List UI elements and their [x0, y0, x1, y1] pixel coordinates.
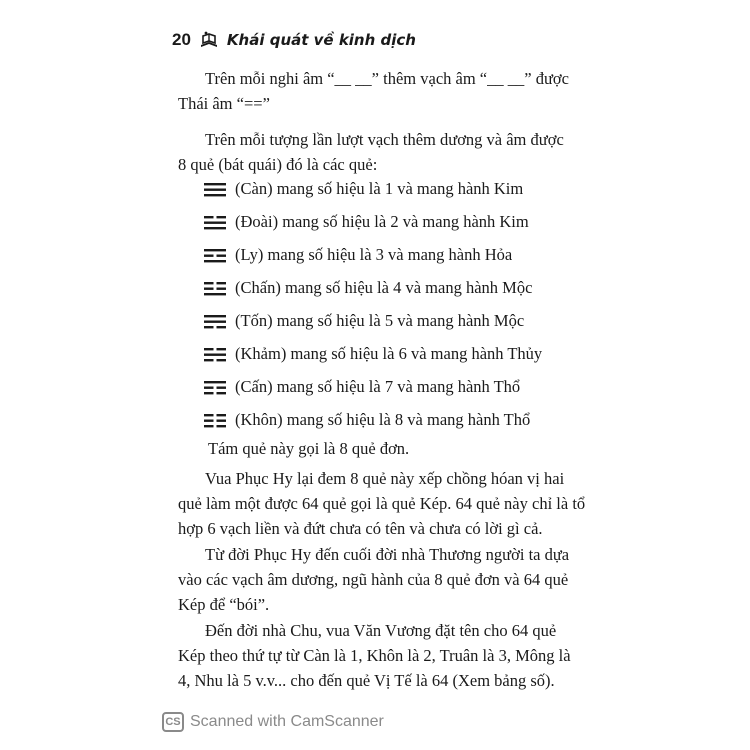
paragraph-line: 8 quẻ (bát quái) đó là các quẻ:: [178, 155, 378, 174]
paragraph-line: vào các vạch âm dương, ngũ hành của 8 quẻ đơn và 64 quẻ: [178, 570, 569, 589]
trigram-symbol-icon: [203, 181, 227, 197]
trigram-description: (Tốn) mang số hiệu là 5 và mang hành Mộc: [235, 311, 525, 330]
trigram-item-ly: [203, 245, 512, 265]
trigram-item-can-mountain: [203, 377, 520, 397]
trigram-description: (Chấn) mang số hiệu là 4 và mang hành Mộc: [235, 278, 533, 297]
page-header: [172, 30, 416, 50]
trigram-symbol-icon: [203, 313, 227, 329]
trigram-item-ton: [203, 311, 524, 331]
camscanner-logo-icon: CS: [162, 712, 184, 732]
trigram-description: (Càn) mang số hiệu là 1 và mang hành Kim: [235, 179, 524, 198]
trigram-description: (Khảm) mang số hiệu là 6 và mang hành Thủy: [235, 344, 543, 363]
trigram-item-chan: [203, 278, 532, 298]
paragraph-line: quẻ làm một được 64 quẻ gọi là quẻ Kép. 64 quẻ này chỉ là tổ: [178, 494, 586, 513]
paragraph-line: Thái âm “==”: [178, 94, 270, 113]
trigram-symbol-icon: [203, 214, 227, 230]
paragraph-line: hợp 6 vạch liền và đứt chưa có tên và chưa có lời gì cả.: [178, 519, 543, 538]
paragraph-line: Tám quẻ này gọi là 8 quẻ đơn.: [208, 439, 410, 458]
trigram-description: (Cấn) mang số hiệu là 7 và mang hành Thổ: [235, 377, 521, 396]
trigram-description: (Khôn) mang số hiệu là 8 và mang hành Thổ: [235, 410, 531, 429]
page-number: 20: [172, 30, 191, 49]
watermark-text: Scanned with CamScanner: [190, 713, 384, 730]
paragraph-line: Kép để “bói”.: [178, 595, 270, 614]
paragraph-line: 4, Nhu là 5 v.v... cho đến quẻ Vị Tế là 64 (Xem bảng số).: [178, 671, 555, 690]
paragraph-line: Trên mỗi tượng lần lượt vạch thêm dương và âm được: [205, 130, 564, 149]
scanner-watermark: [162, 712, 384, 732]
trigram-symbol-icon: [203, 280, 227, 296]
trigram-description: (Ly) mang số hiệu là 3 và mang hành Hỏa: [235, 245, 513, 264]
paragraph-line: Trên mỗi nghi âm “__ __” thêm vạch âm “__ __” được: [205, 69, 569, 88]
paragraph-line: Kép theo thứ tự từ Càn là 1, Khôn là 2, Truân là 3, Mông là: [178, 646, 571, 665]
paragraph-line: Từ đời Phục Hy đến cuối đời nhà Thương người ta dựa: [205, 545, 570, 564]
trigram-symbol-icon: [203, 412, 227, 428]
trigram-symbol-icon: [203, 379, 227, 395]
chapter-title: Khái quát về kinh dịch: [226, 31, 416, 49]
paragraph-line: Vua Phục Hy lại đem 8 quẻ này xếp chồng hóan vị hai: [205, 469, 565, 488]
trigram-item-kham: [203, 344, 542, 364]
trigram-item-khon: [203, 410, 530, 430]
trigram-item-can: [203, 179, 523, 199]
trigram-item-doai: [203, 212, 529, 232]
book-icon: [199, 31, 219, 49]
trigram-symbol-icon: [203, 346, 227, 362]
paragraph-line: Đến đời nhà Chu, vua Văn Vương đặt tên cho 64 quẻ: [205, 621, 557, 640]
trigram-description: (Đoài) mang số hiệu là 2 và mang hành Kim: [235, 212, 529, 231]
trigram-symbol-icon: [203, 247, 227, 263]
